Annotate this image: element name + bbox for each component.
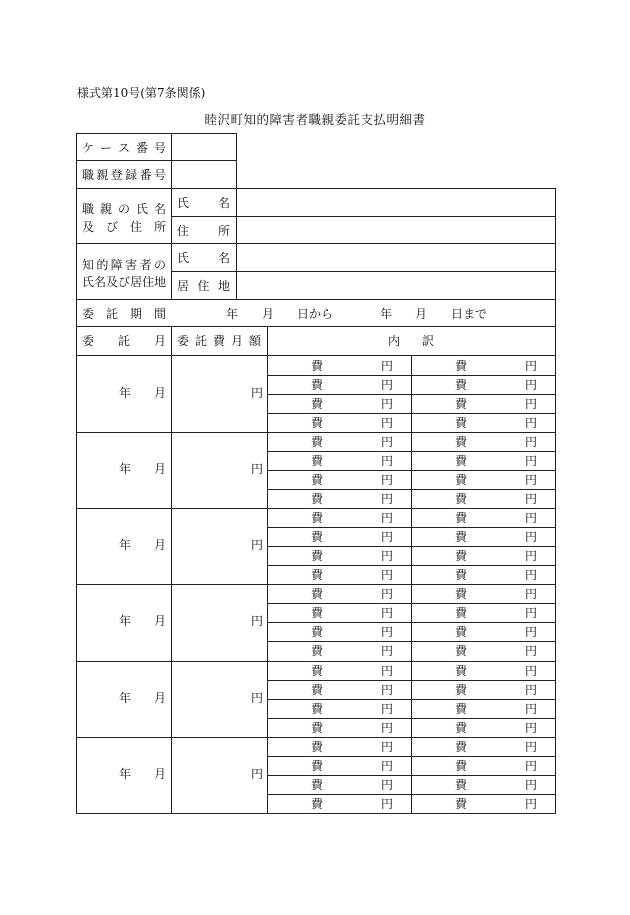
fee-yen: 円 bbox=[525, 568, 538, 582]
fee-label: 費 bbox=[455, 625, 468, 639]
monthly-amount-yen: 円 bbox=[251, 691, 264, 705]
fee-label: 費 bbox=[455, 721, 468, 735]
fee-label: 費 bbox=[311, 683, 324, 697]
fee-label: 費 bbox=[455, 435, 468, 449]
foster-parent-label-line1: 職 親 の 氏 名 bbox=[82, 202, 166, 216]
column-amount-label: 委 託 費 月 額 bbox=[177, 334, 261, 348]
fee-label: 費 bbox=[455, 759, 468, 773]
fee-yen: 円 bbox=[381, 683, 394, 697]
fee-yen: 円 bbox=[381, 721, 394, 735]
document-title: 睦沢町知的障害者職親委託支払明細書 bbox=[204, 112, 426, 127]
person-label-line2: 氏 名 及 び 居 住 地 bbox=[82, 275, 167, 289]
fee-label: 費 bbox=[455, 644, 468, 658]
fee-label: 費 bbox=[311, 454, 324, 468]
fee-yen: 円 bbox=[525, 549, 538, 563]
address-label: 住 所 bbox=[177, 224, 230, 238]
column-breakdown-label: 内 訳 bbox=[388, 334, 434, 348]
fee-label: 費 bbox=[311, 568, 324, 582]
fee-label: 費 bbox=[311, 416, 324, 430]
month-year-label: 年 bbox=[119, 462, 132, 476]
fee-yen: 円 bbox=[381, 625, 394, 639]
fee-label: 費 bbox=[455, 702, 468, 716]
fee-yen: 円 bbox=[525, 721, 538, 735]
fee-label: 費 bbox=[311, 530, 324, 544]
fee-label: 費 bbox=[455, 587, 468, 601]
fee-label: 費 bbox=[311, 511, 324, 525]
fee-yen: 円 bbox=[381, 702, 394, 716]
month-year-label: 年 bbox=[119, 691, 132, 705]
fee-yen: 円 bbox=[381, 378, 394, 392]
fee-yen: 円 bbox=[381, 797, 394, 811]
month-month-label: 月 bbox=[154, 691, 167, 705]
fee-label: 費 bbox=[311, 625, 324, 639]
fee-yen: 円 bbox=[525, 664, 538, 678]
fee-yen: 円 bbox=[525, 625, 538, 639]
fee-label: 費 bbox=[455, 416, 468, 430]
person-name-label: 氏 名 bbox=[177, 251, 230, 265]
form-id: 様式第10号(第7条関係) bbox=[77, 86, 206, 100]
monthly-amount-yen: 円 bbox=[251, 767, 264, 781]
fee-label: 費 bbox=[311, 740, 324, 754]
period-end-month: 月 bbox=[415, 307, 428, 321]
fee-label: 費 bbox=[311, 492, 324, 506]
fee-label: 費 bbox=[311, 721, 324, 735]
fee-yen: 円 bbox=[525, 530, 538, 544]
month-year-label: 年 bbox=[119, 614, 132, 628]
month-month-label: 月 bbox=[154, 538, 167, 552]
fee-yen: 円 bbox=[381, 568, 394, 582]
fee-label: 費 bbox=[311, 587, 324, 601]
fee-yen: 円 bbox=[381, 454, 394, 468]
fee-label: 費 bbox=[455, 549, 468, 563]
fee-label: 費 bbox=[311, 435, 324, 449]
column-month-label: 委 託 月 bbox=[82, 334, 166, 348]
registration-number-label: 職 親 登 録 番 号 bbox=[82, 168, 166, 182]
monthly-amount-yen: 円 bbox=[251, 462, 264, 476]
fee-label: 費 bbox=[455, 378, 468, 392]
residence-label: 居 住 地 bbox=[177, 279, 230, 293]
fee-label: 費 bbox=[311, 759, 324, 773]
fee-label: 費 bbox=[311, 778, 324, 792]
fee-label: 費 bbox=[455, 397, 468, 411]
fee-yen: 円 bbox=[381, 473, 394, 487]
monthly-amount-yen: 円 bbox=[251, 614, 264, 628]
fee-label: 費 bbox=[455, 606, 468, 620]
fee-label: 費 bbox=[311, 397, 324, 411]
fee-yen: 円 bbox=[381, 492, 394, 506]
fee-label: 費 bbox=[311, 378, 324, 392]
foster-parent-label-line2: 及 び 住 所 bbox=[82, 220, 166, 234]
fee-label: 費 bbox=[311, 644, 324, 658]
fee-yen: 円 bbox=[525, 740, 538, 754]
fee-label: 費 bbox=[455, 664, 468, 678]
fee-yen: 円 bbox=[381, 664, 394, 678]
period-end-year: 年 bbox=[380, 307, 393, 321]
fee-yen: 円 bbox=[381, 606, 394, 620]
month-month-label: 月 bbox=[154, 767, 167, 781]
fee-label: 費 bbox=[455, 473, 468, 487]
fee-label: 費 bbox=[455, 740, 468, 754]
fee-label: 費 bbox=[455, 778, 468, 792]
period-end-day: 日まで bbox=[451, 307, 488, 321]
period-start-year: 年 bbox=[226, 307, 239, 321]
fee-yen: 円 bbox=[381, 530, 394, 544]
monthly-amount-yen: 円 bbox=[251, 386, 264, 400]
monthly-amount-yen: 円 bbox=[251, 538, 264, 552]
fee-yen: 円 bbox=[525, 359, 538, 373]
person-label-line1: 知 的 障 害 者 の bbox=[82, 258, 166, 272]
month-month-label: 月 bbox=[154, 386, 167, 400]
fee-label: 費 bbox=[311, 473, 324, 487]
fee-yen: 円 bbox=[381, 359, 394, 373]
fee-label: 費 bbox=[311, 664, 324, 678]
fee-yen: 円 bbox=[381, 397, 394, 411]
fee-label: 費 bbox=[311, 702, 324, 716]
fee-yen: 円 bbox=[525, 511, 538, 525]
fee-label: 費 bbox=[311, 797, 324, 811]
fee-yen: 円 bbox=[381, 759, 394, 773]
fee-yen: 円 bbox=[525, 473, 538, 487]
fee-label: 費 bbox=[455, 492, 468, 506]
fee-yen: 円 bbox=[525, 702, 538, 716]
fee-yen: 円 bbox=[381, 549, 394, 563]
fee-label: 費 bbox=[455, 454, 468, 468]
month-year-label: 年 bbox=[119, 386, 132, 400]
fee-yen: 円 bbox=[525, 606, 538, 620]
fee-yen: 円 bbox=[381, 778, 394, 792]
fee-yen: 円 bbox=[381, 740, 394, 754]
month-year-label: 年 bbox=[119, 767, 132, 781]
fee-yen: 円 bbox=[525, 492, 538, 506]
fee-label: 費 bbox=[455, 359, 468, 373]
fee-yen: 円 bbox=[525, 397, 538, 411]
name-label: 氏 名 bbox=[177, 196, 230, 210]
fee-yen: 円 bbox=[381, 644, 394, 658]
fee-yen: 円 bbox=[381, 435, 394, 449]
period-start-day: 日から bbox=[297, 307, 334, 321]
fee-yen: 円 bbox=[525, 778, 538, 792]
case-number-label: ケ ー ス 番 号 bbox=[82, 141, 166, 155]
period-start-month: 月 bbox=[262, 307, 275, 321]
fee-label: 費 bbox=[455, 797, 468, 811]
fee-yen: 円 bbox=[525, 587, 538, 601]
period-label: 委 託 期 間 bbox=[82, 307, 166, 321]
fee-label: 費 bbox=[455, 683, 468, 697]
fee-label: 費 bbox=[455, 568, 468, 582]
month-month-label: 月 bbox=[154, 614, 167, 628]
fee-yen: 円 bbox=[381, 511, 394, 525]
fee-yen: 円 bbox=[381, 587, 394, 601]
fee-yen: 円 bbox=[525, 759, 538, 773]
fee-yen: 円 bbox=[525, 454, 538, 468]
month-year-label: 年 bbox=[119, 538, 132, 552]
fee-label: 費 bbox=[311, 359, 324, 373]
fee-yen: 円 bbox=[381, 416, 394, 430]
fee-yen: 円 bbox=[525, 378, 538, 392]
fee-label: 費 bbox=[455, 511, 468, 525]
fee-label: 費 bbox=[455, 530, 468, 544]
fee-yen: 円 bbox=[525, 644, 538, 658]
fee-yen: 円 bbox=[525, 435, 538, 449]
fee-yen: 円 bbox=[525, 416, 538, 430]
fee-yen: 円 bbox=[525, 797, 538, 811]
fee-label: 費 bbox=[311, 549, 324, 563]
month-month-label: 月 bbox=[154, 462, 167, 476]
fee-yen: 円 bbox=[525, 683, 538, 697]
fee-label: 費 bbox=[311, 606, 324, 620]
